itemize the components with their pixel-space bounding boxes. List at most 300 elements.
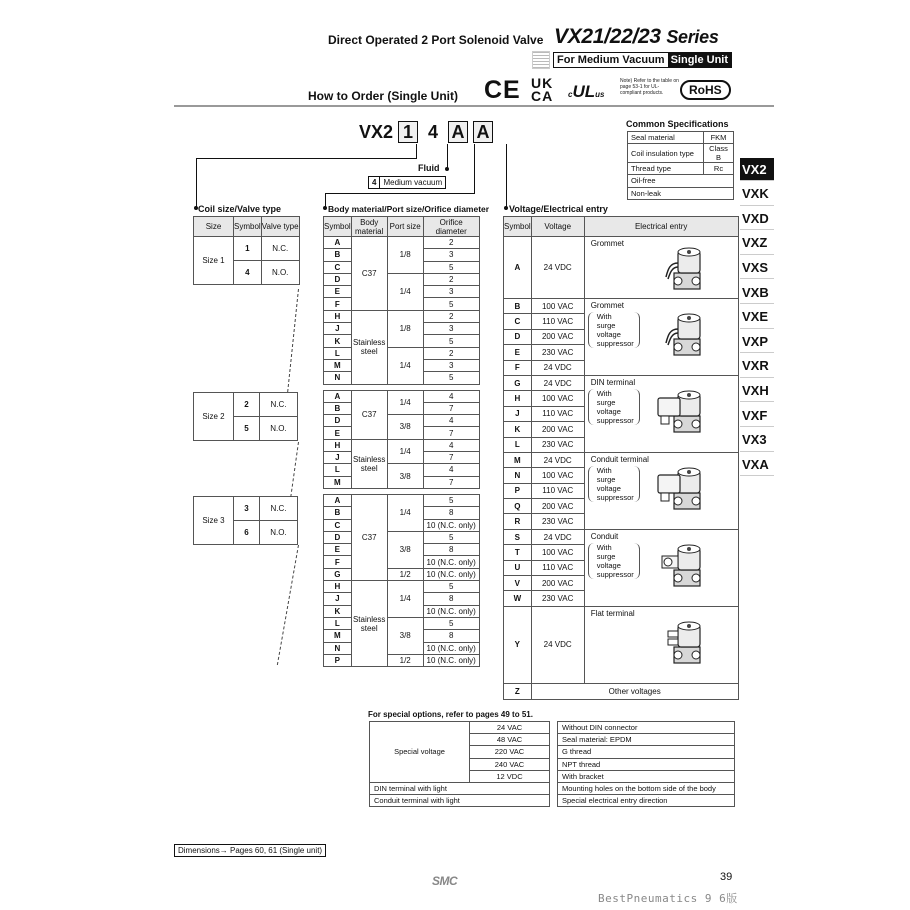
voltage-value: 24 VDC: [531, 237, 584, 299]
voltage-section-title: Voltage/Electrical entry: [509, 204, 608, 214]
table-row: [504, 299, 739, 314]
din-terminal-valve-icon: [656, 386, 716, 438]
connector-line: [474, 144, 475, 194]
port-size: 3/8: [387, 415, 423, 440]
voltage-value: 230 VAC: [531, 514, 584, 529]
port-size: 1/8: [387, 237, 423, 274]
special-voltage-value: 12 VDC: [470, 770, 550, 782]
voltage-value: 200 VAC: [531, 576, 584, 591]
surge-note: With surge voltage suppressor: [588, 312, 640, 348]
fluid-symbol: 4: [369, 177, 380, 188]
orifice-diameter: 5: [423, 261, 479, 273]
ul-us: us: [595, 90, 605, 99]
table-row: [370, 722, 550, 734]
valve-image: [656, 617, 716, 671]
coil-symbol: 3: [234, 497, 260, 521]
model-coil-box: 1: [398, 121, 418, 143]
port-size: 1/8: [387, 310, 423, 347]
body-symbol: B: [324, 249, 352, 261]
model-fluid: 4: [428, 121, 439, 142]
body-material: Stainless steel: [351, 310, 387, 384]
voltage-symbol: R: [504, 514, 532, 529]
connector-dot: [323, 206, 327, 210]
column-header: Symbol: [234, 217, 262, 237]
voltage-symbol: L: [504, 437, 532, 452]
special-voltage-value: 240 VAC: [470, 758, 550, 770]
table-row: [558, 770, 735, 782]
orifice-diameter: 5: [423, 581, 479, 593]
orifice-diameter: 4: [423, 439, 479, 451]
orifice-diameter: 8: [423, 544, 479, 556]
orifice-diameter: 5: [423, 298, 479, 310]
body-symbol: E: [324, 427, 352, 439]
table-row: [628, 163, 734, 175]
voltage-value: 24 VDC: [531, 452, 584, 467]
body-symbol: F: [324, 298, 352, 310]
spec-label: Non-leak: [628, 187, 734, 199]
page-subtitle: Direct Operated 2 Port Solenoid Valve: [328, 33, 544, 47]
table-row: [558, 746, 735, 758]
coil-section-title: Coil size/Valve type: [198, 204, 282, 214]
electrical-entry: Conduit: [590, 531, 619, 541]
table-row: [194, 497, 298, 521]
orifice-diameter: 5: [423, 335, 479, 347]
grommet-surge-valve-icon: [656, 309, 716, 361]
orifice-diameter: 10 (N.C. only): [423, 642, 479, 654]
voltage-value: 24 VDC: [531, 375, 584, 390]
coil-symbol: 4: [234, 261, 262, 285]
spec-label: Seal material: [628, 132, 704, 144]
table-row: [558, 782, 735, 794]
orifice-diameter: 4: [423, 415, 479, 427]
ce-mark-icon: CE: [484, 76, 521, 104]
table-row: [324, 494, 480, 506]
side-tab-vxs[interactable]: VXS: [740, 256, 774, 279]
table-row: [324, 439, 480, 451]
body-symbol: N: [324, 642, 352, 654]
body-material: C37: [351, 237, 387, 311]
electrical-entry: DIN terminal: [590, 377, 636, 387]
dashed-leader: [287, 289, 299, 392]
special-option: Conduit terminal with light: [370, 795, 550, 807]
spec-value: FKM: [704, 132, 734, 144]
series-title: [554, 25, 719, 49]
body-symbol: F: [324, 556, 352, 568]
body-symbol: H: [324, 439, 352, 451]
grommet-valve-icon: [656, 243, 716, 295]
side-tab-vxk[interactable]: VXK: [740, 183, 774, 206]
side-tab-vxb[interactable]: VXB: [740, 281, 774, 304]
special-option: G thread: [558, 746, 735, 758]
how-to-order-title: How to Order (Single Unit): [308, 89, 458, 103]
electrical-entry: Grommet: [590, 239, 625, 248]
common-specs-table: [627, 131, 734, 200]
electrical-entry-cell: [584, 452, 738, 529]
voltage-value: 24 VDC: [531, 529, 584, 544]
electrical-entry: Flat terminal: [590, 608, 635, 618]
orifice-diameter: 5: [423, 372, 479, 384]
orifice-diameter: 2: [423, 237, 479, 249]
rohs-badge: RoHS: [680, 80, 731, 100]
table-row: [628, 187, 734, 199]
body-symbol: G: [324, 568, 352, 580]
orifice-diameter: 3: [423, 249, 479, 261]
table-header-row: [324, 217, 480, 237]
fluid-value: Medium vacuum: [383, 178, 443, 187]
voltage-table: [503, 216, 739, 700]
table-row: [558, 758, 735, 770]
body-symbol: H: [324, 581, 352, 593]
side-tab-vxa[interactable]: VXA: [740, 453, 774, 476]
voltage-symbol: V: [504, 576, 532, 591]
body-symbol: D: [324, 531, 352, 543]
orifice-diameter: 2: [423, 310, 479, 322]
ukca-bottom: CA: [531, 88, 554, 104]
orifice-diameter: 3: [423, 286, 479, 298]
orifice-diameter: 8: [423, 630, 479, 642]
voltage-value: 24 VDC: [531, 360, 584, 375]
special-voltage-value: 24 VAC: [470, 722, 550, 734]
special-option: Special electrical entry direction: [558, 795, 735, 807]
electrical-entry-cell: [584, 299, 738, 376]
connector-line: [196, 158, 197, 207]
body-material: Stainless steel: [351, 439, 387, 488]
port-size: 3/8: [387, 617, 423, 654]
coil-size: Size 2: [194, 393, 234, 441]
body-material: C37: [351, 494, 387, 580]
table-row: [628, 175, 734, 187]
column-header: Port size: [387, 217, 423, 237]
table-row: [628, 144, 734, 163]
orifice-diameter: 2: [423, 273, 479, 285]
port-size: 3/8: [387, 531, 423, 568]
port-size: 1/4: [387, 273, 423, 310]
coil-table-size3: [193, 496, 298, 545]
voltage-value: 200 VAC: [531, 499, 584, 514]
body-symbol: D: [324, 415, 352, 427]
port-size: 3/8: [387, 464, 423, 489]
special-option: NPT thread: [558, 758, 735, 770]
column-header: Body material: [351, 217, 387, 237]
table-row: [324, 390, 480, 402]
voltage-symbol: W: [504, 591, 532, 606]
table-row: [324, 568, 480, 580]
body-material: C37: [351, 390, 387, 439]
electrical-entry: Other voltages: [531, 683, 738, 699]
connector-line: [325, 193, 326, 207]
page-number: 39: [720, 871, 733, 883]
table-header-row: [194, 217, 300, 237]
voltage-symbol: D: [504, 329, 532, 344]
side-tab-vxp[interactable]: VXP: [740, 330, 774, 353]
table-row: [324, 310, 480, 322]
table-row: [504, 683, 739, 699]
spec-label: Oil-free: [628, 175, 734, 187]
body-symbol: M: [324, 476, 352, 488]
body-symbol: J: [324, 323, 352, 335]
ukca-mark-icon: [531, 77, 553, 103]
series-suffix: Series: [666, 27, 719, 47]
voltage-value: 100 VAC: [531, 545, 584, 560]
orifice-diameter: 7: [423, 452, 479, 464]
orifice-diameter: 10 (N.C. only): [423, 519, 479, 531]
voltage-symbol: G: [504, 375, 532, 390]
smc-logo-icon: SMC: [432, 874, 458, 888]
voltage-symbol: N: [504, 468, 532, 483]
body-symbol: A: [324, 237, 352, 249]
port-size: 1/4: [387, 439, 423, 464]
voltage-value: 200 VAC: [531, 422, 584, 437]
voltage-symbol: J: [504, 406, 532, 421]
coil-size: Size 1: [194, 237, 234, 285]
electrical-entry-cell: [584, 237, 738, 299]
fluid-option: [368, 176, 446, 189]
dashed-leader: [277, 545, 299, 665]
side-tab-vxh[interactable]: VXH: [740, 379, 774, 402]
voltage-symbol: A: [504, 237, 532, 299]
spec-value: Rc: [704, 163, 734, 175]
ukca-top: UK: [531, 75, 554, 91]
surge-note: With surge voltage suppressor: [588, 466, 640, 502]
side-tab-vxr[interactable]: VXR: [740, 355, 774, 378]
body-symbol: L: [324, 617, 352, 629]
body-symbol: N: [324, 372, 352, 384]
connector-line: [196, 158, 417, 159]
valve-image: [656, 309, 716, 363]
special-voltage-value: 220 VAC: [470, 746, 550, 758]
voltage-symbol: B: [504, 299, 532, 314]
electrical-entry-cell: [584, 529, 738, 606]
table-row: [558, 734, 735, 746]
model-body-box: A: [448, 121, 468, 143]
header-rule: [174, 105, 774, 107]
electrical-entry: Conduit terminal: [590, 454, 649, 464]
body-section-title: Body material/Port size/Orifice diameter: [328, 204, 490, 214]
table-row: [504, 606, 739, 683]
orifice-diameter: 10 (N.C. only): [423, 568, 479, 580]
coil-symbol: 5: [234, 417, 260, 441]
voltage-value: 100 VAC: [531, 468, 584, 483]
body-symbol: J: [324, 593, 352, 605]
conduit-terminal-valve-icon: [656, 463, 716, 515]
table-row: [558, 722, 735, 734]
voltage-symbol: E: [504, 345, 532, 360]
table-header-row: [504, 217, 739, 237]
table-row: [504, 237, 739, 299]
coil-symbol: 2: [234, 393, 260, 417]
table-row: [558, 795, 735, 807]
voltage-symbol: K: [504, 422, 532, 437]
connector-line: [325, 193, 475, 194]
spec-label: Thread type: [628, 163, 704, 175]
table-row: [324, 581, 480, 593]
ul-mark-icon: [568, 82, 604, 102]
body-symbol: K: [324, 605, 352, 617]
valve-image: [656, 540, 716, 594]
body-symbol: L: [324, 347, 352, 359]
product-tag: [553, 52, 732, 68]
special-option: DIN terminal with light: [370, 782, 550, 794]
spec-value: Class B: [704, 144, 734, 163]
body-symbol: P: [324, 654, 352, 666]
port-size: 1/2: [387, 654, 423, 666]
voltage-value: 200 VAC: [531, 329, 584, 344]
connector-line: [416, 144, 417, 159]
watermark: BestPneumatics 9 6版: [598, 892, 738, 905]
voltage-symbol: Z: [504, 683, 532, 699]
orifice-diameter: 3: [423, 323, 479, 335]
body-material: Stainless steel: [351, 581, 387, 667]
orifice-diameter: 8: [423, 507, 479, 519]
valve-type: N.O.: [260, 521, 298, 545]
ul-c: c: [568, 90, 573, 99]
body-symbol: D: [324, 273, 352, 285]
table-row: [324, 654, 480, 666]
spec-label: Coil insulation type: [628, 144, 704, 163]
valve-type: N.C.: [261, 237, 299, 261]
model-code: [359, 121, 493, 143]
coil-symbol: 6: [234, 521, 260, 545]
table-row: [324, 237, 480, 249]
special-option: Without DIN connector: [558, 722, 735, 734]
column-header: Orifice diameter: [423, 217, 479, 237]
voltage-value: 100 VAC: [531, 391, 584, 406]
port-size: 1/4: [387, 581, 423, 618]
special-voltage-value: 48 VAC: [470, 734, 550, 746]
orifice-diameter: 5: [423, 494, 479, 506]
voltage-symbol: U: [504, 560, 532, 575]
column-header: Valve type: [261, 217, 299, 237]
orifice-diameter: 5: [423, 531, 479, 543]
voltage-value: 110 VAC: [531, 314, 584, 329]
voltage-symbol: Q: [504, 499, 532, 514]
voltage-symbol: M: [504, 452, 532, 467]
voltage-value: 24 VDC: [531, 606, 584, 683]
special-options-label: For special options, refer to pages 49 to 51.: [368, 710, 533, 719]
ul-note: Note) Refer to the table on page 53-1 for UL-compliant products.: [620, 78, 679, 96]
voltage-symbol: F: [504, 360, 532, 375]
table-row: [194, 237, 300, 261]
body-symbol: C: [324, 519, 352, 531]
body-symbol: E: [324, 544, 352, 556]
column-header: Symbol: [324, 217, 352, 237]
orifice-diameter: 5: [423, 617, 479, 629]
table-row: [324, 415, 480, 427]
side-tab-vxd[interactable]: VXD: [740, 207, 774, 230]
fluid-label: Fluid: [418, 163, 440, 173]
column-header: Electrical entry: [584, 217, 738, 237]
surge-note: With surge voltage suppressor: [588, 389, 640, 425]
body-symbol: B: [324, 507, 352, 519]
voltage-value: 110 VAC: [531, 483, 584, 498]
table-row: [504, 375, 739, 390]
orifice-diameter: 2: [423, 347, 479, 359]
side-tab-vxz[interactable]: VXZ: [740, 232, 774, 255]
voltage-value: 230 VAC: [531, 591, 584, 606]
dashed-leader: [290, 442, 299, 497]
table-row: [324, 273, 480, 285]
side-tab-vxe[interactable]: VXE: [740, 306, 774, 329]
body-symbol: A: [324, 494, 352, 506]
orifice-diameter: 7: [423, 476, 479, 488]
series-number: VX21/22/23: [554, 25, 661, 48]
tag-medium-vacuum: For Medium Vacuum: [557, 54, 665, 66]
coil-size: Size 3: [194, 497, 234, 545]
table-row: [324, 531, 480, 543]
voltage-value: 230 VAC: [531, 437, 584, 452]
orifice-diameter: 10 (N.C. only): [423, 556, 479, 568]
body-symbol: J: [324, 452, 352, 464]
electrical-entry-cell: [584, 606, 738, 683]
special-option: Mounting holes on the bottom side of the body: [558, 782, 735, 794]
connector-dot: [504, 206, 508, 210]
common-specs-title: Common Specifications: [626, 119, 729, 129]
coil-symbol: 1: [234, 237, 262, 261]
voltage-symbol: P: [504, 483, 532, 498]
column-header: Symbol: [504, 217, 532, 237]
valve-type: N.C.: [260, 497, 298, 521]
coil-table: [193, 216, 300, 285]
voltage-value: 110 VAC: [531, 406, 584, 421]
orifice-diameter: 10 (N.C. only): [423, 654, 479, 666]
body-symbol: L: [324, 464, 352, 476]
table-row: [628, 132, 734, 144]
connector-dot: [445, 167, 449, 171]
side-tab-vx3[interactable]: VX3: [740, 429, 774, 452]
voltage-symbol: S: [504, 529, 532, 544]
orifice-diameter: 3: [423, 359, 479, 371]
orifice-diameter: 7: [423, 427, 479, 439]
orifice-diameter: 8: [423, 593, 479, 605]
body-symbol: B: [324, 402, 352, 414]
voltage-symbol: C: [504, 314, 532, 329]
voltage-value: 230 VAC: [531, 345, 584, 360]
body-symbol: A: [324, 390, 352, 402]
voltage-symbol: Y: [504, 606, 532, 683]
coil-table-size2: [193, 392, 298, 441]
table-row: [504, 529, 739, 544]
special-voltage-label: Special voltage: [370, 722, 470, 783]
connector-line: [506, 144, 507, 207]
surge-note: With surge voltage suppressor: [588, 543, 640, 579]
valve-image: [656, 463, 716, 517]
table-row: [324, 347, 480, 359]
orifice-diameter: 10 (N.C. only): [423, 605, 479, 617]
stripe-icon: [532, 51, 550, 69]
ul-text: UL: [572, 82, 596, 101]
side-tab-vxf[interactable]: VXF: [740, 404, 774, 427]
body-table: [323, 216, 480, 667]
voltage-value: 110 VAC: [531, 560, 584, 575]
special-options-table-right: [557, 721, 735, 807]
tag-single-unit: Single Unit: [668, 53, 731, 67]
body-symbol: M: [324, 630, 352, 642]
body-symbol: E: [324, 286, 352, 298]
model-voltage-box: A: [473, 121, 493, 143]
special-options-table-left: [369, 721, 550, 807]
side-tab-vx2[interactable]: VX2: [740, 158, 774, 181]
valve-type: N.C.: [260, 393, 298, 417]
table-row: [370, 782, 550, 794]
port-size: 1/4: [387, 494, 423, 531]
body-symbol: M: [324, 359, 352, 371]
orifice-diameter: 7: [423, 402, 479, 414]
valve-image: [656, 386, 716, 440]
dimensions-reference: Dimensions→ Pages 60, 61 (Single unit): [174, 844, 326, 857]
table-row: [194, 393, 298, 417]
valve-type: N.O.: [261, 261, 299, 285]
port-size: 1/4: [387, 347, 423, 384]
